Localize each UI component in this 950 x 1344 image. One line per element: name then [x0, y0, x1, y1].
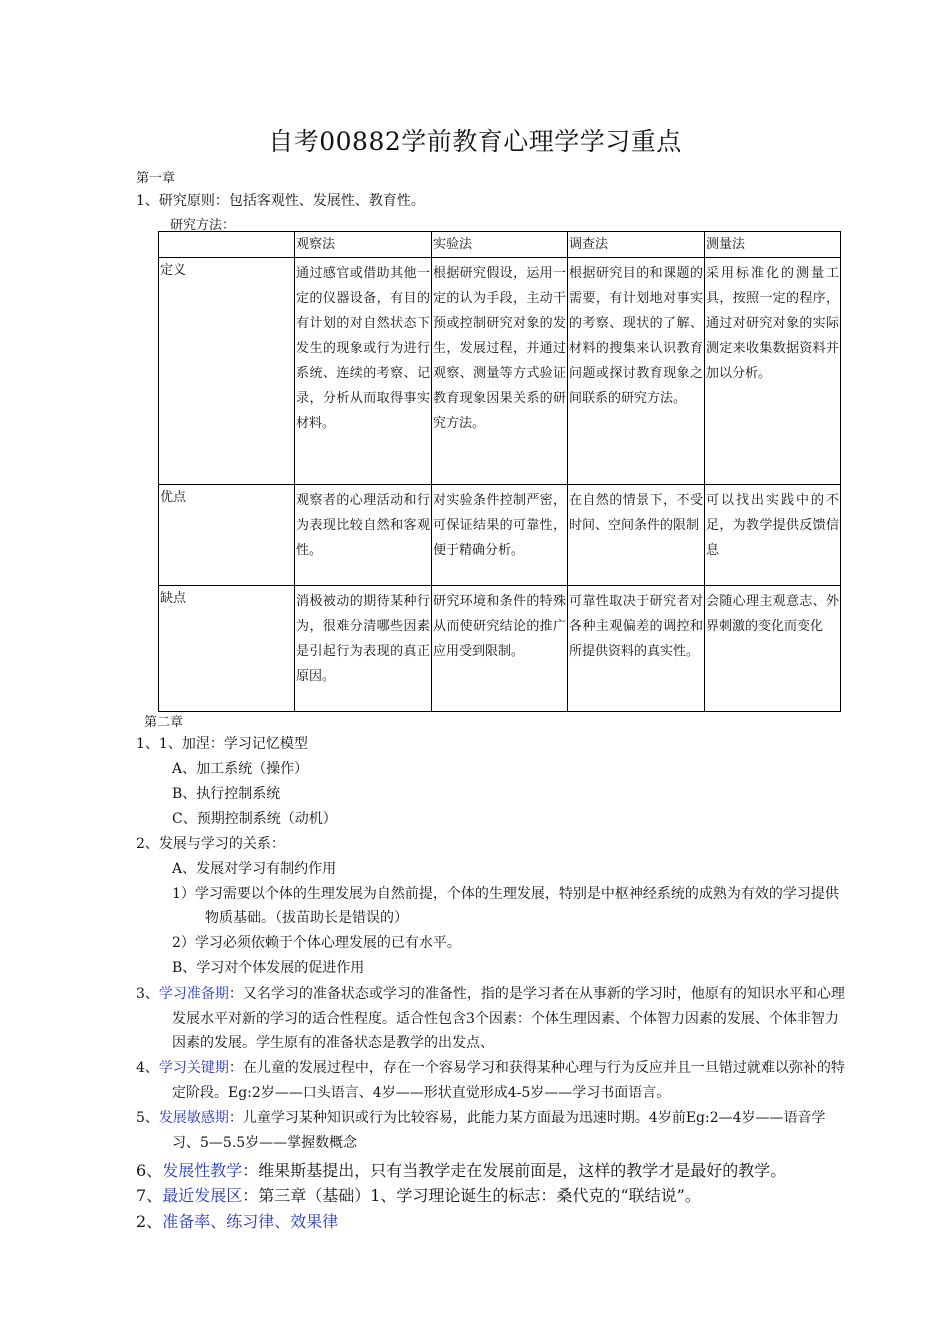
item-number: 6、	[136, 1161, 163, 1180]
research-methods-label: 研究方法：	[170, 218, 236, 233]
item-number: 2、	[136, 1212, 163, 1231]
list-item	[136, 1107, 826, 1127]
list-item: 发展水平对新的学习的适合性程度。适合性包含3个因素：个体生理因素、个体智力因素的发展、个体非智力	[172, 1011, 839, 1027]
list-item: 1、1、加涅：学习记忆模型	[136, 736, 308, 752]
list-item: 习、5—5.5岁——掌握数概念	[172, 1135, 358, 1151]
list-item: B、学习对个体发展的促进作用	[172, 960, 365, 976]
chapter-1-heading: 第一章	[136, 171, 176, 186]
row-label: 缺点	[159, 586, 295, 712]
item-number: 5、	[136, 1110, 159, 1126]
page-title: 自考00882学前教育心理学学习重点	[268, 127, 682, 156]
list-item	[136, 983, 845, 1003]
item-number: 3、	[136, 986, 159, 1002]
term-definition: ：第三章（基础）1、学习理论诞生的标志：桑代克的“联结说”。	[242, 1186, 701, 1205]
table-cell: 根据研究目的和课题的需要，有计划地对事实的考察、现状的了解、材料的搜集来认识教育问题或探讨教育现象之间联系的研究方法。	[568, 258, 705, 485]
item-number: 4、	[136, 1060, 159, 1076]
list-item: 因素的发展。学生原有的准备状态是教学的出发点、	[172, 1035, 494, 1051]
table-cell: 对实验条件控制严密，可保证结果的可靠性，便于精确分析。	[432, 485, 568, 586]
table-row	[159, 485, 841, 586]
table-cell: 研究环境和条件的特殊从而使研究结论的推广应用受到限制。	[432, 586, 568, 712]
list-item	[136, 1158, 786, 1181]
row-label: 定义	[159, 258, 295, 485]
list-item: 1）学习需要以个体的生理发展为自然前提，个体的生理发展，特别是中枢神经系统的成熟为有效的学习提供	[172, 886, 839, 902]
table-cell: 观察者的心理活动和行为表现比较自然和客观性。	[295, 485, 432, 586]
term-keyword: 学习准备期	[158, 986, 229, 1002]
term-keyword: 最近发展区	[162, 1186, 243, 1205]
term-definition: ：在儿童的发展过程中，存在一个容易学习和获得某种心理与行为反应并且一旦错过就难以弥补的特	[228, 1060, 845, 1076]
table-cell: 可以找出实践中的不足，为教学提供反馈信息	[705, 485, 841, 586]
header-cell: 测量法	[705, 232, 841, 258]
header-cell: 调查法	[568, 232, 705, 258]
table-header-row	[159, 232, 841, 258]
list-item: B、执行控制系统	[172, 786, 281, 802]
list-item: A、加工系统（操作）	[172, 761, 309, 777]
term-definition: ：维果斯基提出，只有当教学走在发展前面是，这样的教学才是最好的教学。	[242, 1161, 787, 1180]
table-cell: 可靠性取决于研究者对各种主观偏差的调控和所提供资料的真实性。	[568, 586, 705, 712]
table-cell: 会随心理主观意志、外界刺激的变化而变化	[705, 586, 841, 712]
header-cell: 实验法	[432, 232, 568, 258]
list-item	[136, 1209, 338, 1232]
list-item: 2、发展与学习的关系：	[136, 836, 285, 852]
research-methods-table	[158, 231, 841, 712]
table-cell: 通过感官或借助其他一定的仪器设备，有目的有计划的对自然状态下发生的现象或行为进行系统、连续的考察、记录，分析从而取得事实材料。	[295, 258, 432, 485]
term-keyword: 发展性教学	[162, 1161, 243, 1180]
term-keyword: 准备率、练习律、效果律	[162, 1212, 339, 1231]
list-item	[136, 1057, 845, 1077]
term-definition: ：又名学习的准备状态或学习的准备性，指的是学习者在从事新的学习时，他原有的知识水平和心理	[228, 986, 845, 1002]
row-label: 优点	[159, 485, 295, 586]
list-item: 定阶段。Eg:2岁——口头语言、4岁——形状直觉形成4-5岁——学习书面语言。	[172, 1085, 671, 1101]
table-cell: 根据研究假设，运用一定的认为手段，主动干预或控制研究对象的发生，发展过程，并通过观察、测量等方式验证教育现象因果关系的研究方法。	[432, 258, 568, 485]
list-item: A、发展对学习有制约作用	[172, 861, 337, 877]
table-cell: 采用标准化的测量工具，按照一定的程序，通过对研究对象的实际测定来收集数据资料并加以分析。	[705, 258, 841, 485]
list-item: 2）学习必须依赖于个体心理发展的已有水平。	[172, 935, 461, 951]
chapter-2-heading: 第二章	[144, 715, 184, 730]
list-item: C、预期控制系统（动机）	[172, 811, 337, 827]
table-row	[159, 586, 841, 712]
table-row	[159, 258, 841, 485]
list-item	[136, 1183, 701, 1206]
header-cell: 观察法	[295, 232, 432, 258]
list-item: 物质基础。（拔苗助长是错误的）	[205, 910, 408, 926]
research-principles: 1、研究原则：包括客观性、发展性、教育性。	[136, 193, 425, 209]
header-cell	[159, 232, 295, 258]
table-cell: 在自然的情景下，不受时间、空间条件的限制	[568, 485, 705, 586]
table-cell: 消极被动的期待某种行为，很难分清哪些因素是引起行为表现的真正原因。	[295, 586, 432, 712]
term-keyword: 学习关键期	[158, 1060, 229, 1076]
item-number: 7、	[136, 1186, 163, 1205]
term-keyword: 发展敏感期	[158, 1110, 229, 1126]
term-definition: ：儿童学习某种知识或行为比较容易，此能力某方面最为迅速时期。4岁前Eg:2—4岁——语音学	[228, 1110, 826, 1126]
